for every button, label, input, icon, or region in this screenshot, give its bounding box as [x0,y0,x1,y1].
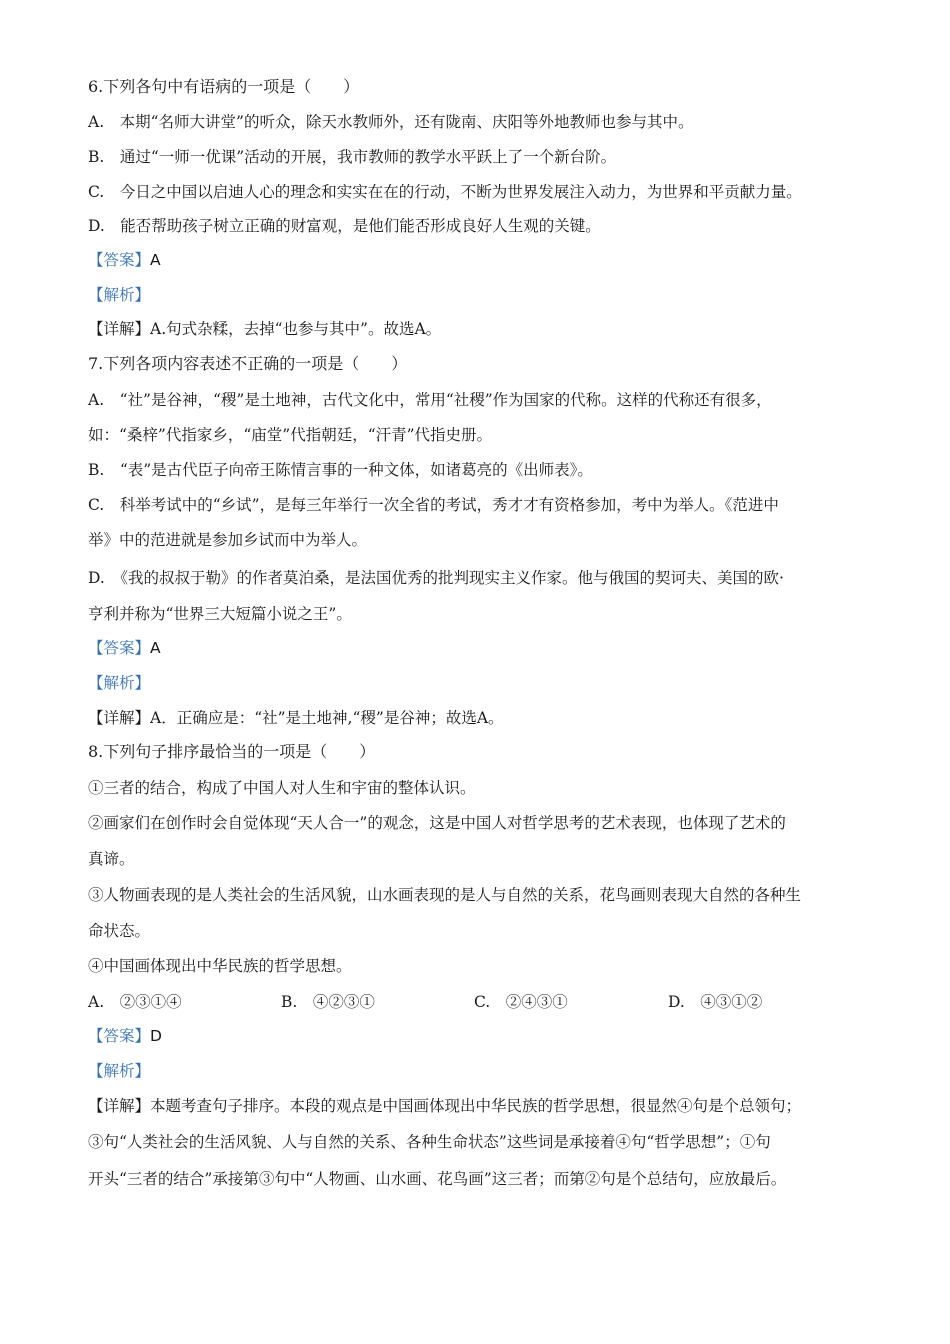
answer-value: D [150,1027,162,1045]
q7-option-a-line2: 如：“桑梓”代指家乡，“庙堂”代指朝廷，“汗青”代指史册。 [88,426,493,444]
answer-value: A [150,639,161,657]
q8-sentence-4: ④中国画体现出中华民族的哲学思想。 [88,957,352,975]
q8-sentence-3-line2: 命状态。 [88,922,151,940]
q7-option-c-line1: C. 科举考试中的“乡试”，是每三年举行一次全省的考试，秀才才有资格参加，考中为举人。《范进中 [88,496,779,514]
q7-option-a-line1: A. “社”是谷神，“稷”是土地神，古代文化中，常用“社稷”作为国家的代称。这样的代称还有很多， [88,391,772,409]
analysis-label: 【解析】 [88,674,151,692]
q7-option-d-line2: 亨利并称为“世界三大短篇小说之王”。 [88,605,352,623]
q6-option-a: A. 本期“名师大讲堂”的听众，除天水教师外，还有陇南、庆阳等外地教师也参与其中。 [88,113,694,131]
detail-label: 【详解】 [88,1097,151,1115]
answer-value: A [150,251,161,269]
detail-label: 【详解】 [88,709,151,727]
q6-option-d: D. 能否帮助孩子树立正确的财富观，是他们能否形成良好人生观的关键。 [88,217,601,235]
analysis-label: 【解析】 [88,286,151,304]
detail-label: 【详解】 [88,320,151,338]
q8-sentence-3-line1: ③人物画表现的是人类社会的生活风貌，山水画表现的是人与自然的关系，花鸟画则表现大自然的各种生 [88,886,802,904]
detail-text: A．正确应是：“社”是土地神,“稷”是谷神；故选A。 [150,709,504,727]
q7-analysis [88,672,880,694]
q8-sentence-2-line1: ②画家们在创作时会自觉体现“天人合一”的观念，这是中国人对哲学思考的艺术表现，也体现了艺术的 [88,814,786,832]
detail-text: 本题考查句子排序。本段的观点是中国画体现出中华民族的哲学思想，很显然④句是个总领句； [150,1097,802,1115]
answer-label: 【答案】 [88,1027,151,1045]
q6-answer [88,249,880,271]
q8-detail-line1 [88,1095,880,1117]
q8-option-a: A. ②③①④ [88,993,182,1011]
q6-stem: 6.下列各句中有语病的一项是（ ） [88,77,360,96]
q8-option-d: D. ④③①② [668,993,763,1011]
q7-option-b: B. “表”是古代臣子向帝王陈情言事的一种文体，如诸葛亮的《出师表》。 [88,461,593,479]
q8-answer [88,1025,880,1047]
q7-stem: 7.下列各项内容表述不正确的一项是（ ） [88,354,408,373]
q6-detail [88,318,880,340]
detail-text: A.句式杂糅，去掉“也参与其中”。故选A。 [150,320,442,338]
q8-option-c: C. ②④③① [474,993,568,1011]
q8-sentence-2-line2: 真谛。 [88,850,135,868]
q6-option-b: B. 通过“一师一优课”活动的开展，我市教师的教学水平跃上了一个新台阶。 [88,148,617,166]
q8-analysis [88,1060,880,1082]
q7-answer [88,637,880,659]
analysis-label: 【解析】 [88,1062,151,1080]
q8-detail-line3: 开头“三者的结合”承接第③句中“人物画、山水画、花鸟画”这三者；而第②句是个总结句，应放最后。 [88,1170,787,1188]
q6-analysis [88,284,880,306]
q8-option-b: B. ④②③① [281,993,375,1011]
q8-detail-line2: ③句“人类社会的生活风貌、人与自然的关系、各种生命状态”这些词是承接着④句“哲学思想”；①句 [88,1133,771,1151]
q8-options [88,991,880,1013]
q8-sentence-1: ①三者的结合，构成了中国人对人生和宇宙的整体认识。 [88,779,476,797]
q7-detail [88,707,880,729]
answer-label: 【答案】 [88,639,151,657]
q7-option-d-line1: D. 《我的叔叔于勒》的作者莫泊桑，是法国优秀的批判现实主义作家。他与俄国的契诃夫、美国的欧· [88,569,784,587]
q8-stem: 8.下列句子排序最恰当的一项是（ ） [88,742,376,761]
q7-option-c-line2: 举》中的范进就是参加乡试而中为举人。 [88,531,368,549]
q6-option-c: C. 今日之中国以启迪人心的理念和实实在在的行动，不断为世界发展注入动力，为世界和平贡献力量。 [88,183,802,201]
answer-label: 【答案】 [88,251,151,269]
